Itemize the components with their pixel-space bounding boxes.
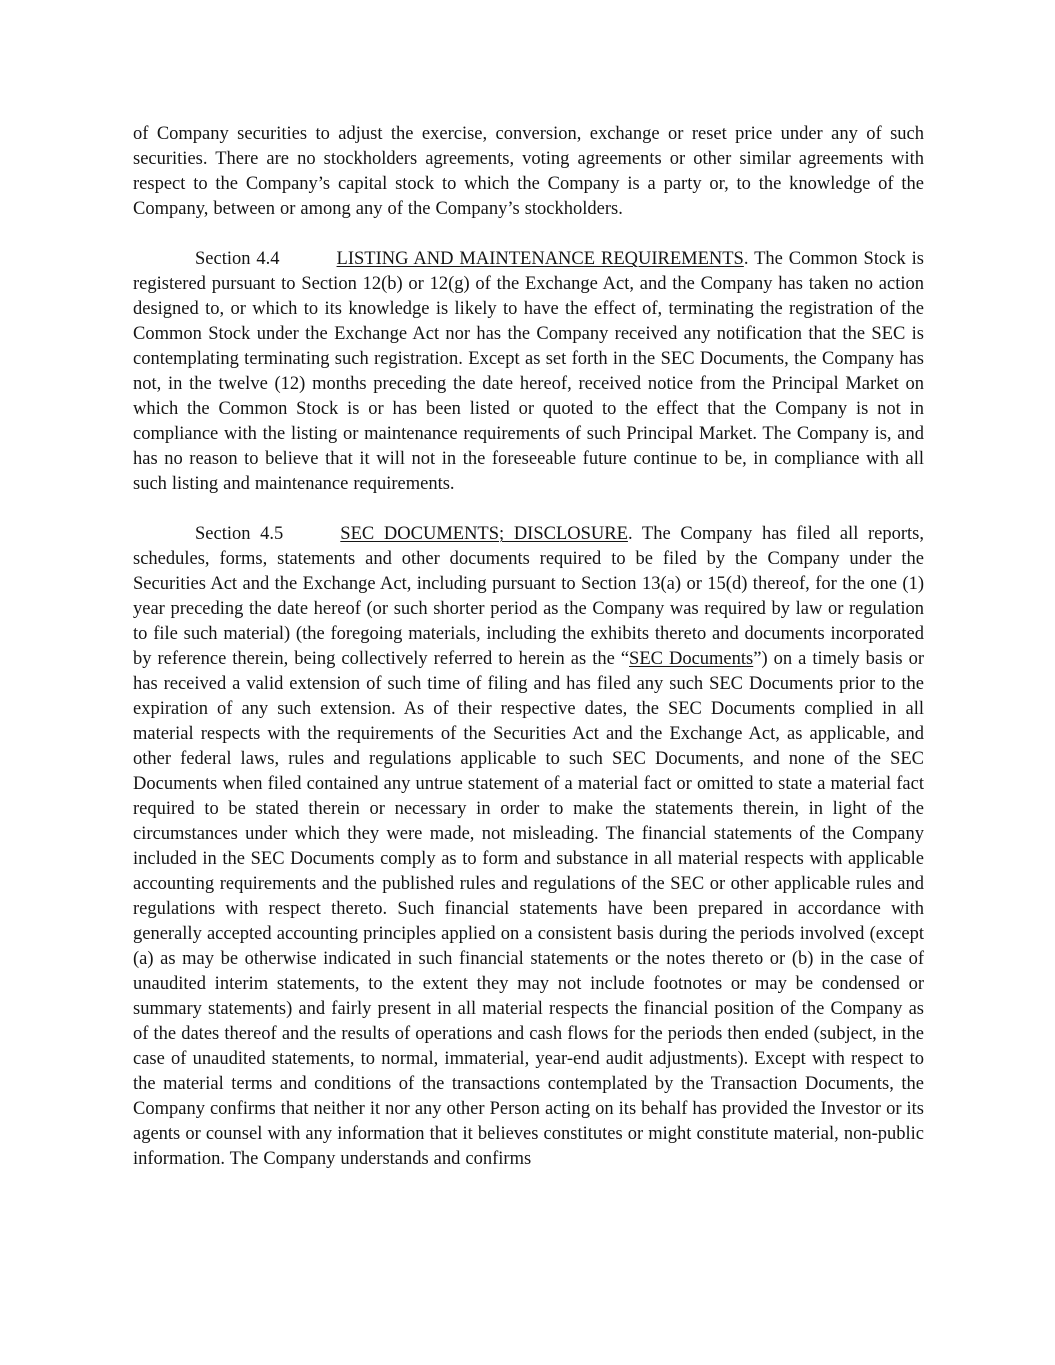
sec-documents-defined-term: SEC Documents (629, 649, 754, 669)
section-4-4-heading: LISTING AND MAINTENANCE REQUIREMENTS (336, 249, 744, 269)
section-4-4-label: Section 4.4 (195, 249, 280, 269)
section-4-5-paragraph (133, 522, 924, 1172)
section-4-5-body-part-2: ”) on a timely basis or has received a valid extension of such time of filing and has filed any such SEC Documents prior to the expiration of any such extension. As of their respective dates, the SEC Documents complied in all material respects with the requirements of the Securities Act and the Exchange Act, as applicable, and other federal laws, rules and regulations applicable to such SEC Documents, and none of the SEC Documents when filed contained any untrue statement of a material fact or omitted to state a material fact required to be stated therein or necessary in order to make the statements therein, in light of the circumstances under which they were made, not misleading. The financial statements of the Company included in the SEC Documents comply as to form and substance in all material respects with applicable accounting requirements and the published rules and regulations of the SEC or other applicable rules and regulations with respect thereto. Such financial statements have been prepared in accordance with generally accepted accounting principles applied on a consistent basis during the periods involved (except (a) as may be otherwise indicated in such financial statements or the notes thereto or (b) in the case of unaudited interim statements, to the extent they may not include footnotes or may be condensed or summary statements) and fairly present in all material respects the financial position of the Company as of the dates thereof and the results of operations and cash flows for the periods then ended (subject, in the case of unaudited statements, to normal, immaterial, year-end audit adjustments). Except with respect to the material terms and conditions of the transactions contemplated by the Transaction Documents, the Company confirms that neither it nor any other Person acting on its behalf has provided the Investor or its agents or counsel with any information that it believes constitutes or might constitute material, non-public information. The Company understands and confirms (133, 649, 925, 1169)
section-4-4-body: . The Common Stock is registered pursuant to Section 12(b) or 12(g) of the Exchange Act, and the Company has taken no action designed to, or which to its knowledge is likely to have the effect of, terminating the registration of the Common Stock under the Exchange Act nor has the Company received any notification that the SEC is contemplating terminating such registration. Except as set forth in the SEC Documents, the Company has not, in the twelve (12) months preceding the date hereof, received notice from the Principal Market on which the Common Stock is or has been listed or quoted to the effect that the Company is not in compliance with the listing or maintenance requirements of such Principal Market. The Company is, and has no reason to believe that it will not in the foreseeable future continue to be, in compliance with all such listing and maintenance requirements. (133, 249, 924, 494)
section-4-5-body-part-1: . The Company has filed all reports, schedules, forms, statements and other documents required to be filed by the Company under the Securities Act and the Exchange Act, including pursuant to Section 13(a) or 15(d) thereof, for the one (1) year preceding the date hereof (or such shorter period as the Company was required by law or regulation to file such material) (the foregoing materials, including the exhibits thereto and documents incorporated by reference therein, being collectively referred to herein as the “ (133, 524, 925, 669)
section-4-5-label: Section 4.5 (195, 524, 284, 544)
paragraph-intro-continuation (133, 122, 924, 222)
intro-paragraph-text: of Company securities to adjust the exercise, conversion, exchange or reset price under any of such securities. There are no stockholders agreements, voting agreements or other similar agreements with respect to the Company’s capital stock to which the Company is a party or, to the knowledge of the Company, between or among any of the Company’s stockholders. (133, 124, 924, 219)
section-4-4-paragraph (133, 247, 924, 497)
document-text-column (133, 122, 924, 1172)
tab-spacer (280, 263, 337, 264)
tab-spacer (283, 538, 340, 539)
section-4-5-heading: SEC DOCUMENTS; DISCLOSURE (340, 524, 628, 544)
